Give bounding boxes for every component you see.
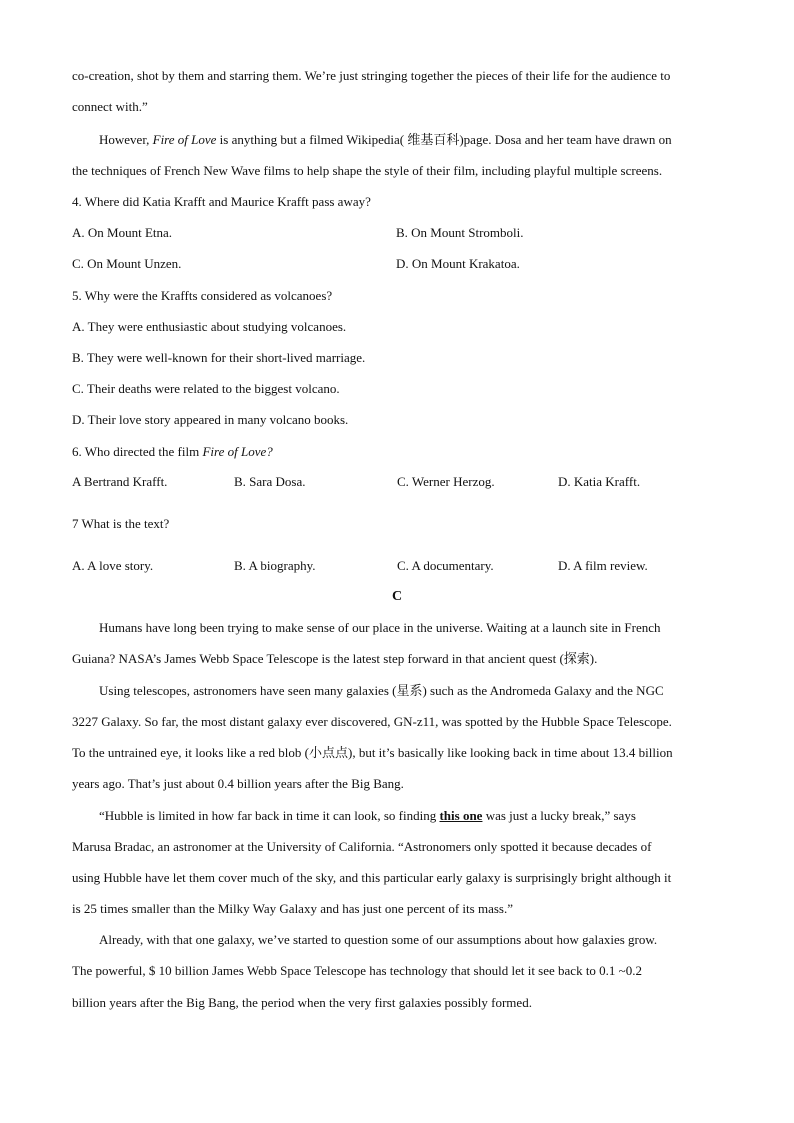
film-title: Fire of Love? xyxy=(202,444,273,459)
section-heading: C xyxy=(391,589,403,604)
passage-line: Humans have long been trying to make sense of our place in the universe. Waiting at a launch site in French xyxy=(99,620,661,635)
passage-line: Guiana? NASA’s James Webb Space Telescope is the latest step forward in that ancient quest (探索). xyxy=(72,651,598,666)
option-d: D. On Mount Krakatoa. xyxy=(396,256,520,271)
passage-line: Already, with that one galaxy, we’ve started to question some of our assumptions about how galaxies grow. xyxy=(99,932,658,947)
option-b: B. They were well-known for their short-lived marriage. xyxy=(72,350,366,365)
question-stem: 7 What is the text? xyxy=(72,516,170,531)
option-b: B. Sara Dosa. xyxy=(234,474,306,489)
passage-text: is anything but a filmed Wikipedia( 维基百科)page. Dosa and her team have drawn on xyxy=(216,132,672,147)
option-c: C. Werner Herzog. xyxy=(397,474,495,489)
film-title: Fire of Love xyxy=(152,132,217,147)
option-a: A Bertrand Krafft. xyxy=(72,474,168,489)
passage-line: is 25 times smaller than the Milky Way Galaxy and has just one percent of its mass.” xyxy=(72,901,513,916)
emphasized-phrase: this one xyxy=(439,808,483,823)
option-c: C. On Mount Unzen. xyxy=(72,256,182,271)
passage-line: billion years after the Big Bang, the period when the very first galaxies possibly formed. xyxy=(72,995,532,1010)
question-stem: 5. Why were the Kraffts considered as volcanoes? xyxy=(72,288,333,303)
passage-line: Using telescopes, astronomers have seen many galaxies (星系) such as the Andromeda Galaxy and the NGC xyxy=(99,683,664,698)
option-a: A. On Mount Etna. xyxy=(72,225,173,240)
passage-line: connect with.” xyxy=(72,99,148,114)
option-c: C. Their deaths were related to the biggest volcano. xyxy=(72,381,340,396)
option-c: C. A documentary. xyxy=(397,558,494,573)
passage-line: To the untrained eye, it looks like a red blob (小点点), but it’s basically like looking back in time about 13.4 billion xyxy=(72,745,673,760)
passage-text: “Hubble is limited in how far back in time it can look, so finding xyxy=(99,808,440,823)
passage-line: the techniques of French New Wave films to help shape the style of their film, including playful multiple screens. xyxy=(72,163,663,178)
passage-line xyxy=(99,808,636,824)
passage-line: years ago. That’s just about 0.4 billion years after the Big Bang. xyxy=(72,776,404,791)
question-stem xyxy=(72,444,273,460)
passage-text: However, xyxy=(99,132,153,147)
option-d: D. A film review. xyxy=(558,558,648,573)
option-d: D. Katia Krafft. xyxy=(558,474,641,489)
option-b: B. On Mount Stromboli. xyxy=(396,225,524,240)
question-stem: 4. Where did Katia Krafft and Maurice Krafft pass away? xyxy=(72,194,371,209)
option-b: B. A biography. xyxy=(234,558,316,573)
passage-text: was just a lucky break,” says xyxy=(482,808,636,823)
passage-line: Marusa Bradac, an astronomer at the University of California. “Astronomers only spotted it because decades of xyxy=(72,839,652,854)
question-text: 6. Who directed the film xyxy=(72,444,203,459)
passage-line: co-creation, shot by them and starring them. We’re just stringing together the pieces of their life for the audience to xyxy=(72,68,671,83)
option-a: A. They were enthusiastic about studying volcanoes. xyxy=(72,319,347,334)
passage-line: The powerful, $ 10 billion James Webb Space Telescope has technology that should let it see back to 0.1 ~0.2 xyxy=(72,963,642,978)
passage-line: 3227 Galaxy. So far, the most distant galaxy ever discovered, GN-z11, was spotted by the Hubble Space Telescope. xyxy=(72,714,672,729)
option-a: A. A love story. xyxy=(72,558,154,573)
passage-line xyxy=(99,132,672,148)
option-d: D. Their love story appeared in many volcano books. xyxy=(72,412,349,427)
passage-line: using Hubble have let them cover much of the sky, and this particular early galaxy is surprisingly bright although it xyxy=(72,870,672,885)
